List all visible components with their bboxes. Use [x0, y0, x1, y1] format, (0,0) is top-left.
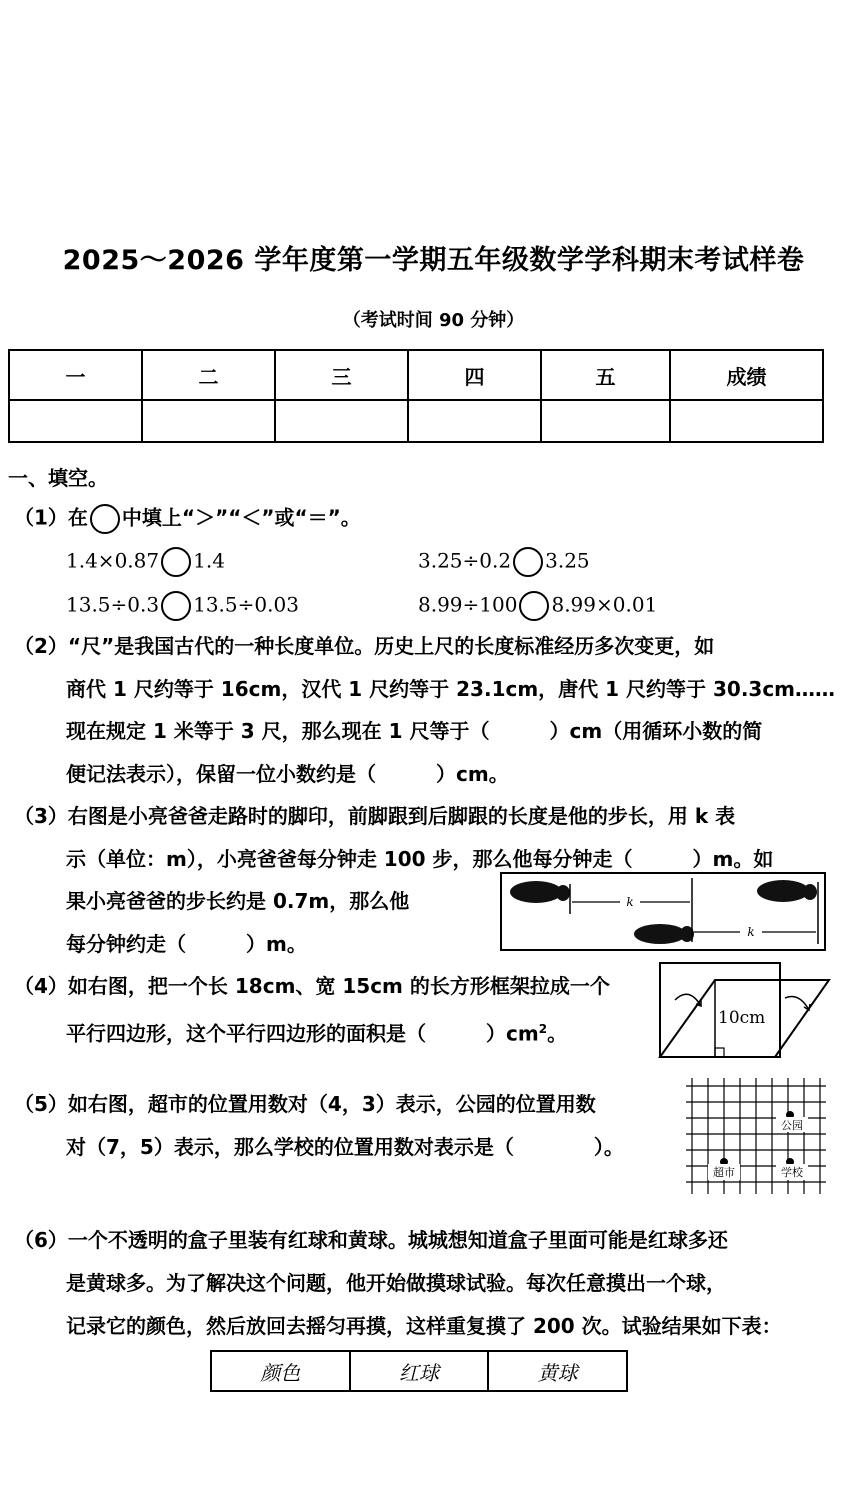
q5-text-1: 如右图，超市的位置用数对（4，3）表示，公园的位置用数: [67, 1092, 596, 1116]
score-header-2: 二: [142, 350, 275, 400]
result-header-yellow: 黄球: [488, 1351, 627, 1391]
q1-item-1-left: 1.4×0.87: [66, 548, 160, 573]
q2-line-1: [14, 634, 714, 658]
score-cell-3[interactable]: [275, 400, 408, 442]
score-cell-total[interactable]: [670, 400, 823, 442]
q5-line-2: 对（7，5）表示，那么学校的位置用数对表示是（ ）。: [66, 1135, 624, 1159]
q4-text-3: 。: [547, 1021, 568, 1046]
q6-line-2: 是黄球多。为了解决这个问题，他开始做摸球试验。每次任意摸出一个球，: [66, 1271, 726, 1295]
step-label-2: k: [747, 925, 755, 939]
score-header-1: 一: [9, 350, 142, 400]
score-cell-4[interactable]: [408, 400, 541, 442]
q1-item-2-right: 3.25: [545, 548, 590, 573]
exam-duration: （考试时间 90 分钟）: [342, 310, 525, 331]
q3-number: （3）: [14, 804, 68, 828]
q2-line-2: 商代 1 尺约等于 16cm，汉代 1 尺约等于 23.1cm，唐代 1 尺约等于 30.3cm……: [66, 677, 836, 701]
section-heading: 一、填空。: [8, 466, 108, 490]
score-header-5: 五: [541, 350, 670, 400]
q1-item-4-left: 8.99÷100: [418, 592, 518, 617]
q2-line-3: 现在规定 1 米等于 3 尺，那么现在 1 尺等于（ ）cm（用循环小数的简: [66, 719, 763, 743]
q4-sup: 2: [538, 1022, 548, 1036]
q1-item-2-left: 3.25÷0.2: [418, 548, 512, 573]
parallelogram-figure: [655, 958, 835, 1060]
score-table: [8, 349, 824, 443]
q6-number: （6）: [14, 1228, 68, 1252]
footprint-middle-icon: [634, 924, 694, 944]
q1-item-1-right: 1.4: [193, 548, 225, 573]
school-label: 学校: [781, 1166, 803, 1179]
step-label-1: k: [626, 895, 634, 909]
answer-circle-4[interactable]: [519, 591, 549, 621]
q5-line-1: [14, 1092, 596, 1116]
park-label: 公园: [781, 1119, 803, 1132]
q4-line-1: [14, 974, 610, 998]
result-header-color: 颜色: [211, 1351, 350, 1391]
score-header-4: 四: [408, 350, 541, 400]
q2-text-1: “尺”是我国古代的一种长度单位。历史上尺的长度标准经历多次变更，如: [67, 634, 715, 658]
result-table: [210, 1350, 628, 1392]
q4-number: （4）: [14, 974, 68, 998]
score-cell-2[interactable]: [142, 400, 275, 442]
q1-item-4-right: 8.99×0.01: [551, 592, 658, 617]
q4-text-1: 如右图，把一个长 18cm、宽 15cm 的长方形框架拉成一个: [67, 974, 610, 998]
page-title: 2025～2026 学年度第一学期五年级数学学科期末考试样卷: [62, 245, 805, 276]
coordinate-grid-figure: [686, 1078, 826, 1196]
q2-number: （2）: [14, 634, 68, 658]
score-header-3: 三: [275, 350, 408, 400]
result-header-red: 红球: [350, 1351, 489, 1391]
q1-item-3: [66, 591, 299, 621]
q1-number: （1）: [14, 505, 68, 530]
circle-icon: [90, 504, 120, 534]
footprint-left-icon: [510, 881, 570, 903]
q3-line-1: [14, 804, 735, 828]
answer-circle-1[interactable]: [161, 547, 191, 577]
q1-intro-b: 中填上“＞”“＜”或“＝”。: [121, 505, 361, 530]
score-cell-1[interactable]: [9, 400, 142, 442]
market-label: 超市: [713, 1166, 735, 1179]
q1-intro-a: 在: [67, 505, 88, 530]
q3-line-3: 果小亮爸爸的步长约是 0.7m，那么他: [66, 889, 410, 913]
q6-line-1: [14, 1228, 728, 1252]
q4-line-2: [66, 1017, 567, 1046]
q1-intro: [14, 504, 361, 534]
footprint-figure: [500, 872, 826, 952]
q3-line-4: 每分钟约走（ ）m。: [66, 932, 307, 956]
q1-item-1: [66, 547, 225, 577]
q1-item-3-right: 13.5÷0.03: [193, 592, 299, 617]
q1-item-3-left: 13.5÷0.3: [66, 592, 160, 617]
footprint-right-icon: [757, 880, 817, 902]
height-label: 10cm: [718, 1008, 766, 1028]
score-header-total: 成绩: [670, 350, 823, 400]
q4-text-2: 平行四边形，这个平行四边形的面积是（ ）cm: [66, 1021, 539, 1046]
answer-circle-3[interactable]: [161, 591, 191, 621]
q6-line-3: 记录它的颜色，然后放回去摇匀再摸，这样重复摸了 200 次。试验结果如下表：: [66, 1314, 782, 1338]
answer-circle-2[interactable]: [513, 547, 543, 577]
q2-line-4: 便记法表示），保留一位小数约是（ ）cm。: [66, 762, 509, 786]
q1-item-2: [418, 547, 590, 577]
q1-item-4: [418, 591, 657, 621]
q3-line-2: 示（单位：m），小亮爸爸每分钟走 100 步，那么他每分钟走（ ）m。如: [66, 847, 774, 871]
q5-number: （5）: [14, 1092, 68, 1116]
q6-text-1: 一个不透明的盒子里装有红球和黄球。城城想知道盒子里面可能是红球多还: [67, 1228, 728, 1252]
score-cell-5[interactable]: [541, 400, 670, 442]
q3-text-1: 右图是小亮爸爸走路时的脚印，前脚跟到后脚跟的长度是他的步长，用 k 表: [67, 804, 736, 828]
